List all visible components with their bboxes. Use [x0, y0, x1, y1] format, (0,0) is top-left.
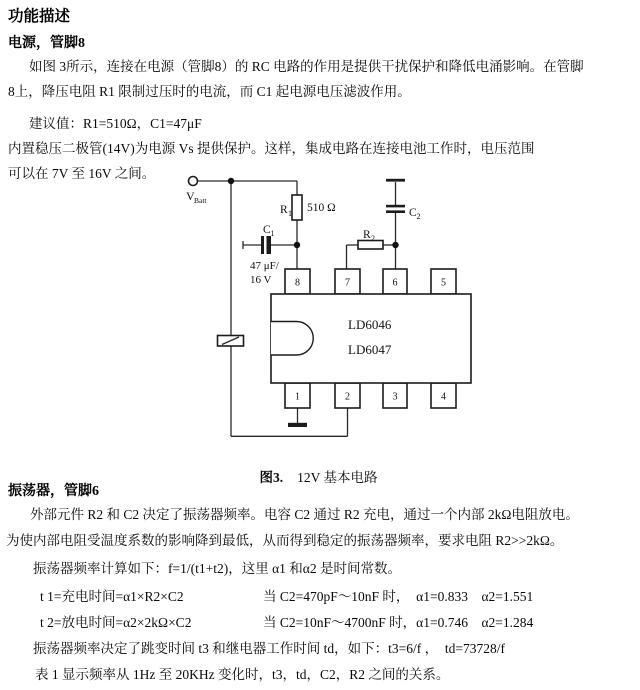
t1-condition: 当 C2=470pF～10nF 时， α1=0.833 α2=1.551 [263, 589, 534, 604]
r1-label: R [280, 204, 288, 216]
vbatt-label: V [186, 189, 195, 203]
capacitor-c2-plate [386, 205, 405, 208]
zener-paragraph-line-2: 可以在 7V 至 16V 之间。 [8, 166, 156, 181]
power-paragraph-line-2: 8上，降压电阻 R1 限制过压时的电流，而 C1 起电源电压滤波作用。 [8, 84, 411, 99]
pin-5-number: 5 [441, 277, 446, 289]
c2-label-subscript: 2 [416, 212, 421, 221]
pin-2-number: 2 [345, 391, 350, 403]
r2-label: R [363, 229, 371, 241]
pin-7-number: 7 [345, 277, 350, 289]
ic-pins-bottom [285, 383, 456, 408]
figure-caption [246, 450, 378, 502]
ic-pins-top [285, 269, 456, 294]
circuit-schematic-svg [175, 172, 477, 442]
capacitor-c1-plate [267, 236, 272, 254]
suggested-values-line: 建议值：R1=510Ω，C1=47μF [29, 116, 202, 131]
c1-value-line-1: 47 μF/ [250, 260, 279, 272]
vbatt-terminal [189, 177, 198, 186]
t2-formula: t 2=放电时间=α2×2kΩ×C2 [40, 615, 192, 630]
t1-formula: t 1=充电时间=α1×R2×C2 [40, 589, 184, 604]
c2-label: C [409, 207, 417, 219]
capacitor-c1-plate [261, 236, 264, 254]
table1-reference-line: 表 1 显示频率从 1Hz 至 20KHz 变化时，t3，td，C2，R2 之间的关系。 [35, 667, 450, 682]
c1-label: C [263, 224, 271, 236]
capacitor-c2-plate [386, 210, 405, 213]
junction-dot [392, 242, 398, 248]
power-section-heading: 电源，管脚8 [8, 36, 85, 51]
osc-paragraph-line-1: 外部元件 R2 和 C2 决定了振荡器频率。电容 C2 通过 R2 充电，通过一个内部 2kΩ电阻放电。 [30, 507, 579, 522]
junction-dot [228, 178, 234, 184]
ic-pin1-notch [271, 322, 313, 356]
power-paragraph-line-1: 如图 3所示，连接在电源（管脚8）的 RC 电路的作用是提供干扰保护和降低电涌影响。在管脚 [29, 59, 584, 74]
c1-value-line-2: 16 V [250, 274, 272, 286]
osc-frequency-formula-line: 振荡器频率计算如下：f=1/(t1+t2)，这里 α1 和α2 是时间常数。 [33, 561, 401, 576]
t3-td-line: 振荡器频率决定了跳变时间 t3 和继电器工作时间 td，如下：t3=6/f ， td=73728/f [33, 641, 505, 656]
page-title: 功能描述 [8, 8, 71, 25]
c2-top-terminal-bar [386, 179, 405, 182]
pin-1-number: 1 [295, 391, 300, 403]
t2-condition: 当 C2=10nF～4700nF 时，α1=0.746 α2=1.284 [263, 615, 534, 630]
vbatt-label-subscript: Batt [194, 196, 207, 205]
pin-3-number: 3 [392, 391, 398, 403]
oscillator-section-heading: 振荡器，管脚6 [8, 484, 99, 499]
resistor-r1-symbol [292, 195, 302, 220]
zener-paragraph-line-1: 内置稳压二极管(14V)为电源 Vs 提供保护。这样，集成电路在连接电池工作时，电压范围 [8, 141, 535, 156]
pin-8-number: 8 [295, 277, 300, 289]
c1-label-subscript: 1 [270, 229, 275, 238]
osc-paragraph-line-2: 为使内部电阻受温度系数的影响降到最低，从而得到稳定的振荡器频率，要求电阻 R2>>2kΩ。 [6, 533, 564, 548]
figure-caption-text: 12V 基本电路 [297, 470, 378, 485]
figure-caption-label: 图3. [259, 470, 284, 485]
r1-value-label: 510 Ω [307, 202, 336, 214]
r1-label-subscript: 1 [288, 209, 292, 218]
circuit-schematic-figure [175, 172, 477, 442]
ic-part-number-2: LD6047 [348, 342, 392, 357]
pin-6-number: 6 [392, 277, 398, 289]
r2-label-subscript: 2 [371, 234, 375, 243]
ground-symbol [288, 423, 307, 427]
pin-4-number: 4 [441, 391, 446, 403]
ic-part-number-1: LD6046 [348, 317, 392, 332]
junction-dot [294, 242, 300, 248]
